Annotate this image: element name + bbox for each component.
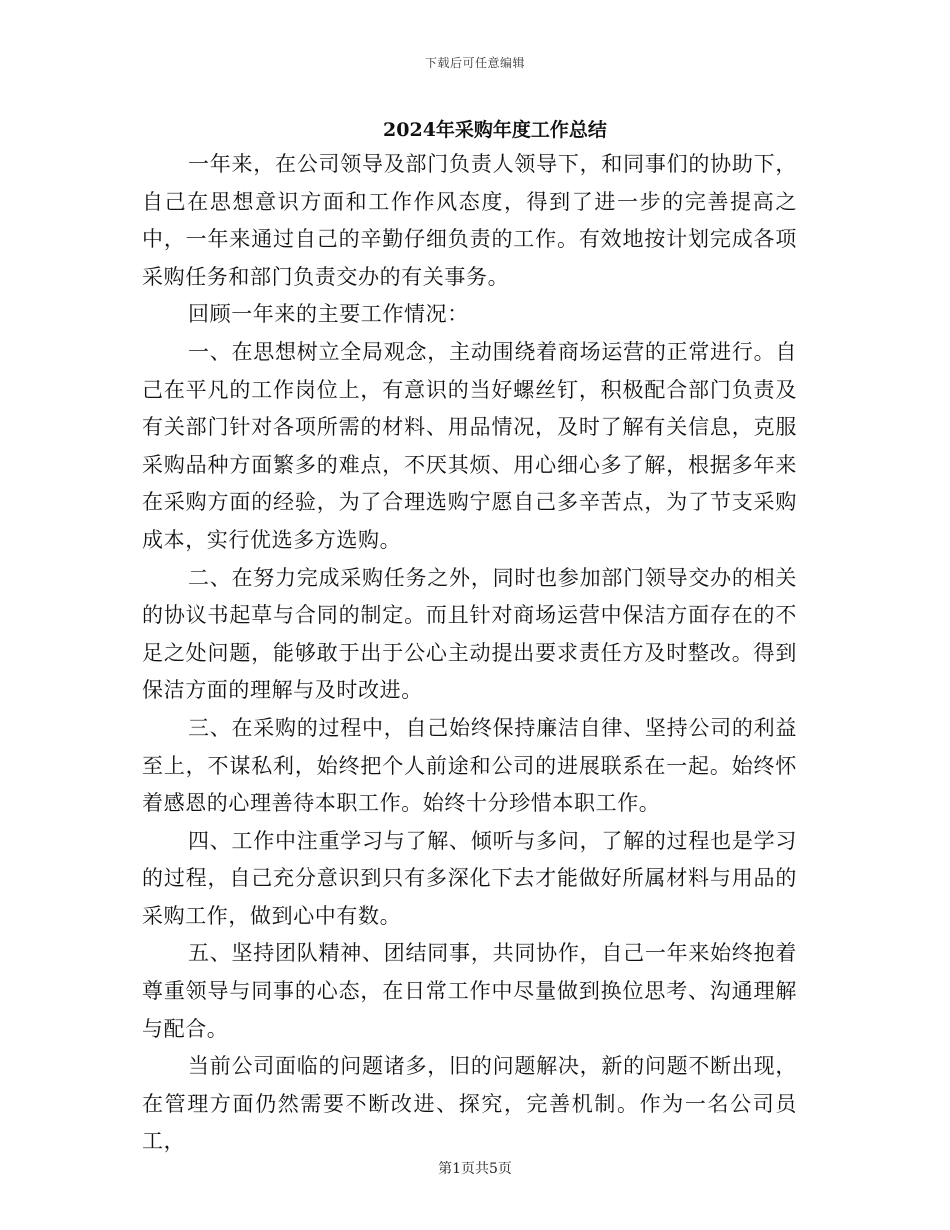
paragraph: 回顾一年来的主要工作情况： bbox=[188, 302, 469, 327]
paragraph: 一、在思想树立全局观念，主动围绕着商场运营的正常进行。自己在平凡的工作岗位上，有意识的当好螺丝钉，积极配合部门负责及有关部门针对各项所需的材料、用品情况，及时了解有关信息，克服采购品种方面繁多的难点，不厌其烦、用心细心多了解，根据多年来在采购方面的经验，为了合理选购宁愿自己多辛苦点，为了节支采购成本，实行优选多方选购。 bbox=[142, 339, 797, 552]
header-note: 下载后可任意编辑 bbox=[424, 56, 525, 70]
paragraph: 二、在努力完成采购任务之外，同时也参加部门领导交办的相关的协议书起草与合同的制定。而且针对商场运营中保洁方面存在的不足之处问题，能够敢于出于公心主动提出要求责任方及时整改。得到保洁方面的理解与及时改进。 bbox=[142, 565, 797, 703]
paragraph: 四、工作中注重学习与了解、倾听与多问，了解的过程也是学习的过程，自己充分意识到只有多深化下去才能做好所属材料与用品的采购工作，做到心中有数。 bbox=[142, 828, 797, 928]
page-footer: 第1页共5页 bbox=[438, 1161, 512, 1177]
document-body bbox=[142, 146, 797, 1161]
document-title: 2024年采购年度工作总结 bbox=[383, 119, 607, 141]
paragraph: 三、在采购的过程中，自己始终保持廉洁自律、坚持公司的利益至上，不谋私利，始终把个人前途和公司的进展联系在一起。始终怀着感恩的心理善待本职工作。始终十分珍惜本职工作。 bbox=[142, 715, 797, 816]
paragraph: 一年来，在公司领导及部门负责人领导下，和同事们的协助下，自己在思想意识方面和工作作风态度，得到了进一步的完善提高之中，一年来通过自己的辛勤仔细负责的工作。有效地按计划完成各项采购任务和部门负责交办的有关事务。 bbox=[142, 152, 797, 289]
paragraph: 五、坚持团队精神、团结同事，共同协作，自己一年来始终抱着尊重领导与同事的心态，在日常工作中尽量做到换位思考、沟通理解与配合。 bbox=[142, 941, 797, 1041]
paragraph: 当前公司面临的问题诸多，旧的问题解决，新的问题不断出现，在管理方面仍然需要不断改进、探究，完善机制。作为一名公司员工， bbox=[142, 1054, 797, 1154]
